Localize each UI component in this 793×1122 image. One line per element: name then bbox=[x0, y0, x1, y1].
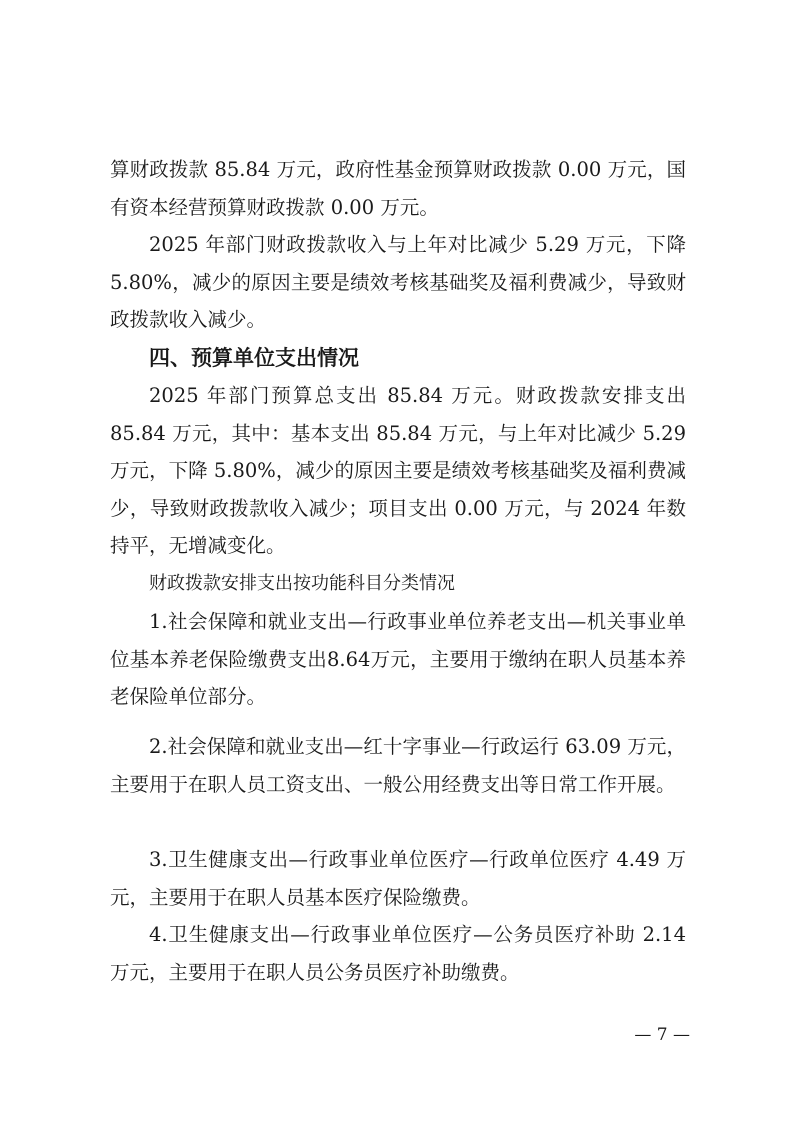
paragraph-funding-change: 2025 年部门财政拨款收入与上年对比减少 5.29 万元，下降 5.80%，减少的原因主要是绩效考核基础奖及福利费减少，导致财政拨款收入减少。 bbox=[110, 233, 686, 331]
subsection-heading: 财政拨款安排支出按功能科目分类情况 bbox=[149, 573, 455, 594]
page-number: — 7 — bbox=[634, 1025, 690, 1045]
list-item-1: 1.社会保障和就业支出—行政事业单位养老支出—机关事业单位基本养老保险缴费支出8.64万元，主要用于缴纳在职人员基本养老保险单位部分。 bbox=[110, 610, 686, 708]
list-item-2: 2.社会保障和就业支出—红十字事业—行政运行 63.09 万元，主要用于在职人员工资支出、一般公用经费支出等日常工作开展。 bbox=[110, 735, 686, 796]
paragraph-funding-sources: 算财政拨款 85.84 万元，政府性基金预算财政拨款 0.00 万元，国有资本经营预算财政拨款 0.00 万元。 bbox=[110, 158, 686, 219]
section-heading: 四、预算单位支出情况 bbox=[149, 346, 359, 370]
paragraph-expenditure: 2025 年部门预算总支出 85.84 万元。财政拨款安排支出 85.84 万元，其中：基本支出 85.84 万元，与上年对比减少 5.29 万元，下降 5.80%，减少的原因主要是绩效考核基础奖及福利费减少，导致财政拨款收入减少；项目支出 0.00 万元，与 2024 年数持平，无增减变化。 bbox=[110, 384, 686, 557]
list-item-3: 3.卫生健康支出—行政事业单位医疗—行政单位医疗 4.49 万元，主要用于在职人员基本医疗保险缴费。 bbox=[110, 848, 686, 909]
list-item-4: 4.卫生健康支出—行政事业单位医疗—公务员医疗补助 2.14 万元，主要用于在职人员公务员医疗补助缴费。 bbox=[110, 923, 686, 984]
